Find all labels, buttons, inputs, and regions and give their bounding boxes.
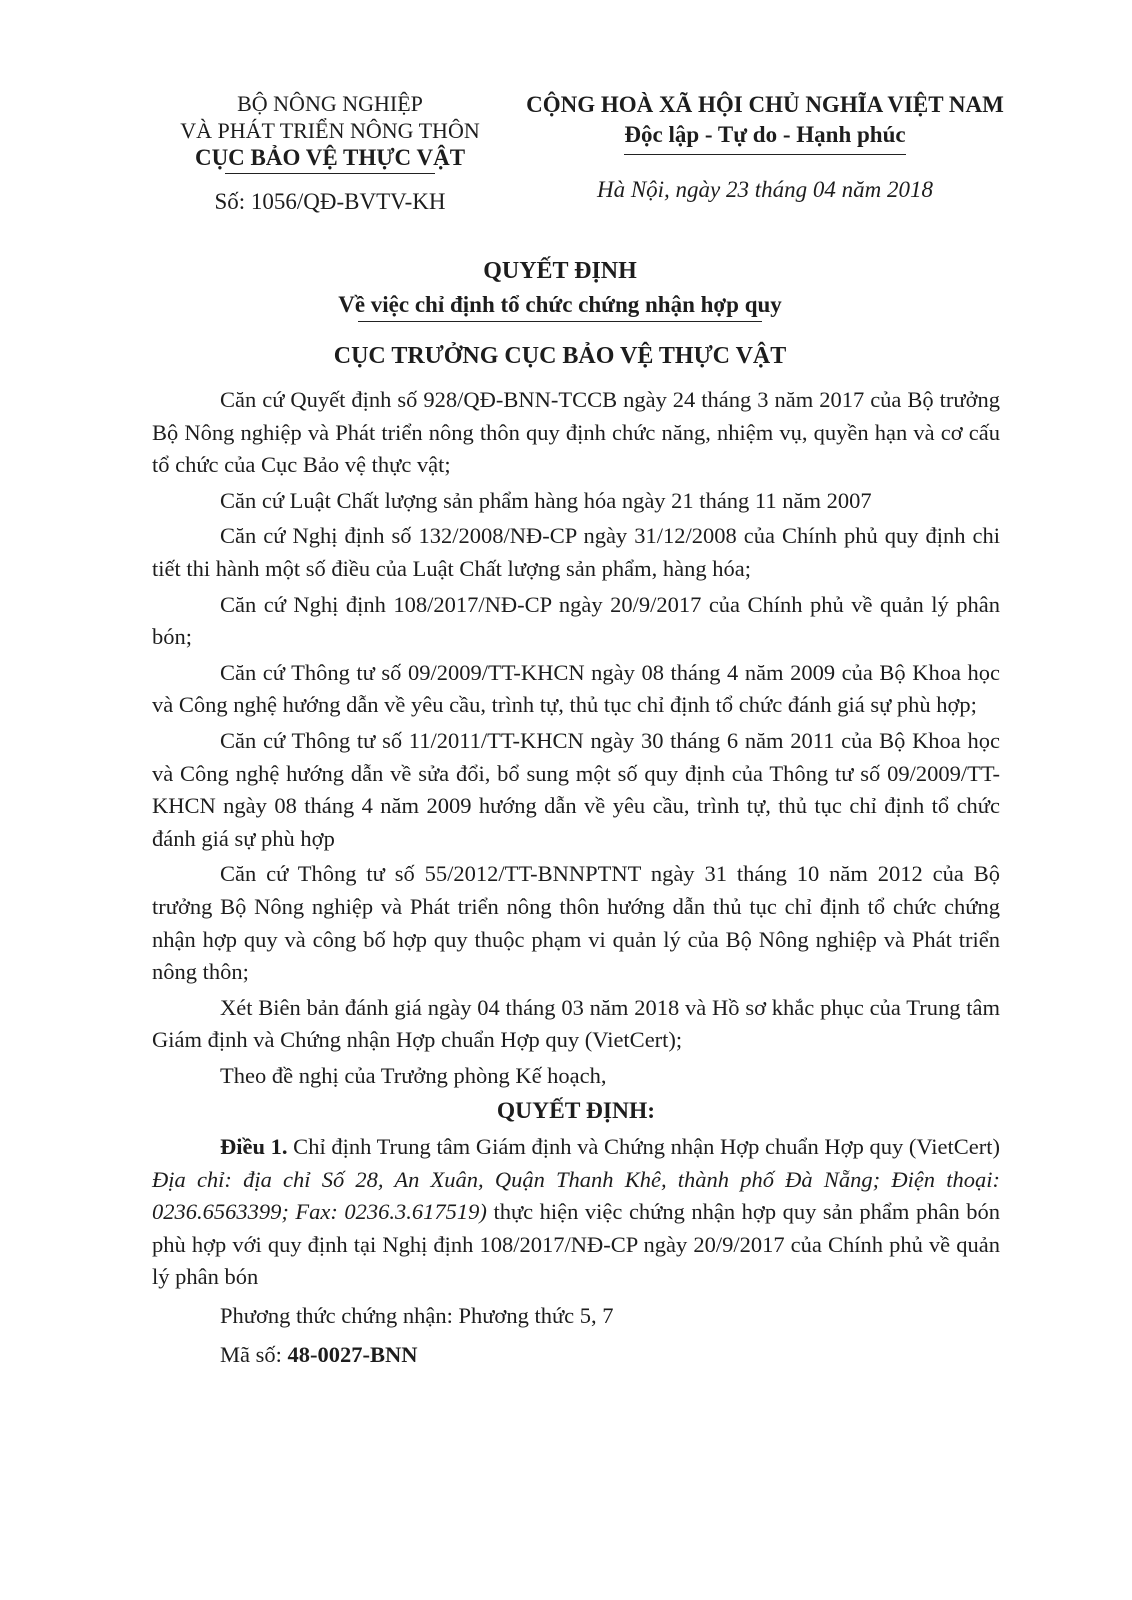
document-subject-text: Về việc chỉ định tổ chức chứng nhận hợp quy: [338, 292, 782, 317]
article-1-address: Địa chỉ: địa chỉ Số 28, An Xuân, Quận Thanh Khê, thành phố Đà Nẵng; Điện thoại: 0236.6563399; Fax: 0236.3.617519): [152, 1166, 1000, 1225]
agency-name: CỤC BẢO VỆ THỰC VẬT: [194, 145, 466, 170]
national-header-block: [515, 90, 1015, 205]
article-1-text-b: thực hiện việc chứng nhận hợp quy sản phẩm phân bón phù hợp với quy định tại Nghị định 108/2017/NĐ-CP ngày 20/9/2017 của Chính phủ về quản lý phân bón: [152, 1199, 1000, 1290]
certification-method: Phương thức chứng nhận: Phương thức 5, 7: [220, 1303, 614, 1329]
article-1: [152, 1131, 1000, 1294]
place-date: Hà Nội, ngày 23 tháng 04 năm 2018: [596, 177, 934, 202]
document-body: [152, 384, 1000, 1374]
code-label: Mã số:: [220, 1341, 288, 1367]
ministry-line-2: VÀ PHÁT TRIỂN NÔNG THÔN: [180, 118, 480, 143]
article-1-label: Điều 1.: [220, 1134, 288, 1160]
decision-heading: QUYẾT ĐỊNH:: [496, 1098, 656, 1125]
national-title: CỘNG HOÀ XÃ HỘI CHỦ NGHĨA VIỆT NAM: [526, 92, 1004, 117]
legal-basis-7: Căn cứ Thông tư số 55/2012/TT-BNNPTNT ngày 31 tháng 10 năm 2012 của Bộ trưởng Bộ Nông nghiệp và Phát triển nông thôn hướng dẫn thủ tục chỉ định tổ chức chứng nhận hợp quy và công bố hợp quy thuộc phạm vi quản lý của Bộ Nông nghiệp và Phát triển nông thôn;: [152, 861, 1000, 985]
legal-basis-9: Theo đề nghị của Trưởng phòng Kế hoạch,: [220, 1062, 607, 1088]
national-motto: Độc lập - Tự do - Hạnh phúc: [624, 120, 905, 150]
registration-code: [152, 1339, 1000, 1372]
legal-basis-5: Căn cứ Thông tư số 09/2009/TT-KHCN ngày 08 tháng 4 năm 2009 của Bộ Khoa học và Công nghệ hướng dẫn về yêu cầu, trình tự, thủ tục chỉ định tổ chức đánh giá sự phù hợp;: [152, 659, 1000, 718]
issuing-agency-block: [160, 90, 500, 215]
ministry-line-1: BỘ NÔNG NGHIỆP: [237, 91, 423, 116]
document-title: QUYẾT ĐỊNH: [483, 258, 637, 284]
document-subject: [110, 292, 1010, 318]
code-value: 48-0027-BNN: [287, 1341, 418, 1367]
legal-basis-8: Xét Biên bản đánh giá ngày 04 tháng 03 năm 2018 và Hồ sơ khắc phục của Trung tâm Giám định và Chứng nhận Hợp chuẩn Hợp quy (VietCert);: [152, 994, 1000, 1053]
legal-basis-2: Căn cứ Luật Chất lượng sản phẩm hàng hóa ngày 21 tháng 11 năm 2007: [220, 487, 872, 513]
legal-basis-3: Căn cứ Nghị định số 132/2008/NĐ-CP ngày 31/12/2008 của Chính phủ quy định chi tiết thi hành một số điều của Luật Chất lượng sản phẩm, hàng hóa;: [152, 523, 1000, 581]
legal-basis-6: Căn cứ Thông tư số 11/2011/TT-KHCN ngày 30 tháng 6 năm 2011 của Bộ Khoa học và Công nghệ hướng dẫn về sửa đổi, bổ sung một số quy định của Thông tư số 09/2009/TT-KHCN ngày 08 tháng 4 năm 2009 hướng dẫn về yêu cầu, trình tự, thủ tục chỉ định tổ chức đánh giá sự phù hợp: [152, 727, 1000, 851]
legal-basis-1: Căn cứ Quyết định số 928/QĐ-BNN-TCCB ngày 24 tháng 3 năm 2017 của Bộ trưởng Bộ Nông nghiệp và Phát triển nông thôn quy định chức năng, nhiệm vụ, quyền hạn và cơ cấu tổ chức của Cục Bảo vệ thực vật;: [152, 387, 1000, 478]
legal-basis-4: Căn cứ Nghị định 108/2017/NĐ-CP ngày 20/9/2017 của Chính phủ về quản lý phân bón;: [152, 591, 1000, 650]
issuing-authority: CỤC TRƯỞNG CỤC BẢO VỆ THỰC VẬT: [333, 343, 787, 369]
article-1-text-a: Chỉ định Trung tâm Giám định và Chứng nhận Hợp chuẩn Hợp quy (VietCert): [287, 1134, 1000, 1160]
document-number: Số: 1056/QĐ-BVTV-KH: [214, 189, 446, 214]
